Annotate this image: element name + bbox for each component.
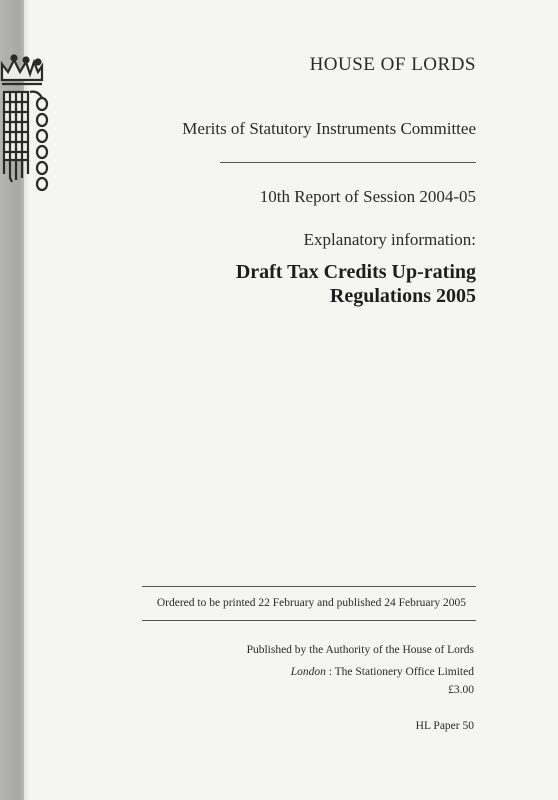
report-session: 10th Report of Session 2004-05	[259, 187, 476, 206]
paper-number: HL Paper 50	[415, 720, 474, 732]
ordered-notice: Ordered to be printed 22 February and published 24 February 2005	[156, 597, 466, 609]
title-line-2: Regulations 2005	[329, 285, 476, 307]
divider-ordered-bottom	[142, 620, 476, 621]
divider-ordered-top	[142, 586, 476, 587]
publisher-line	[291, 666, 474, 678]
explanatory-label: Explanatory information:	[303, 230, 476, 249]
publisher-authority: Published by the Authority of the House of Lords	[246, 644, 474, 656]
price: £3.00	[448, 684, 474, 696]
divider-top	[220, 162, 476, 163]
portcullis-icon	[0, 50, 58, 198]
house-title: HOUSE OF LORDS	[309, 54, 476, 75]
publisher-name: : The Stationery Office Limited	[325, 666, 474, 678]
document-title	[236, 260, 476, 308]
title-line-1: Draft Tax Credits Up-rating	[235, 261, 476, 283]
london-label: London	[290, 666, 326, 678]
committee-name: Merits of Statutory Instruments Committee	[182, 119, 476, 138]
